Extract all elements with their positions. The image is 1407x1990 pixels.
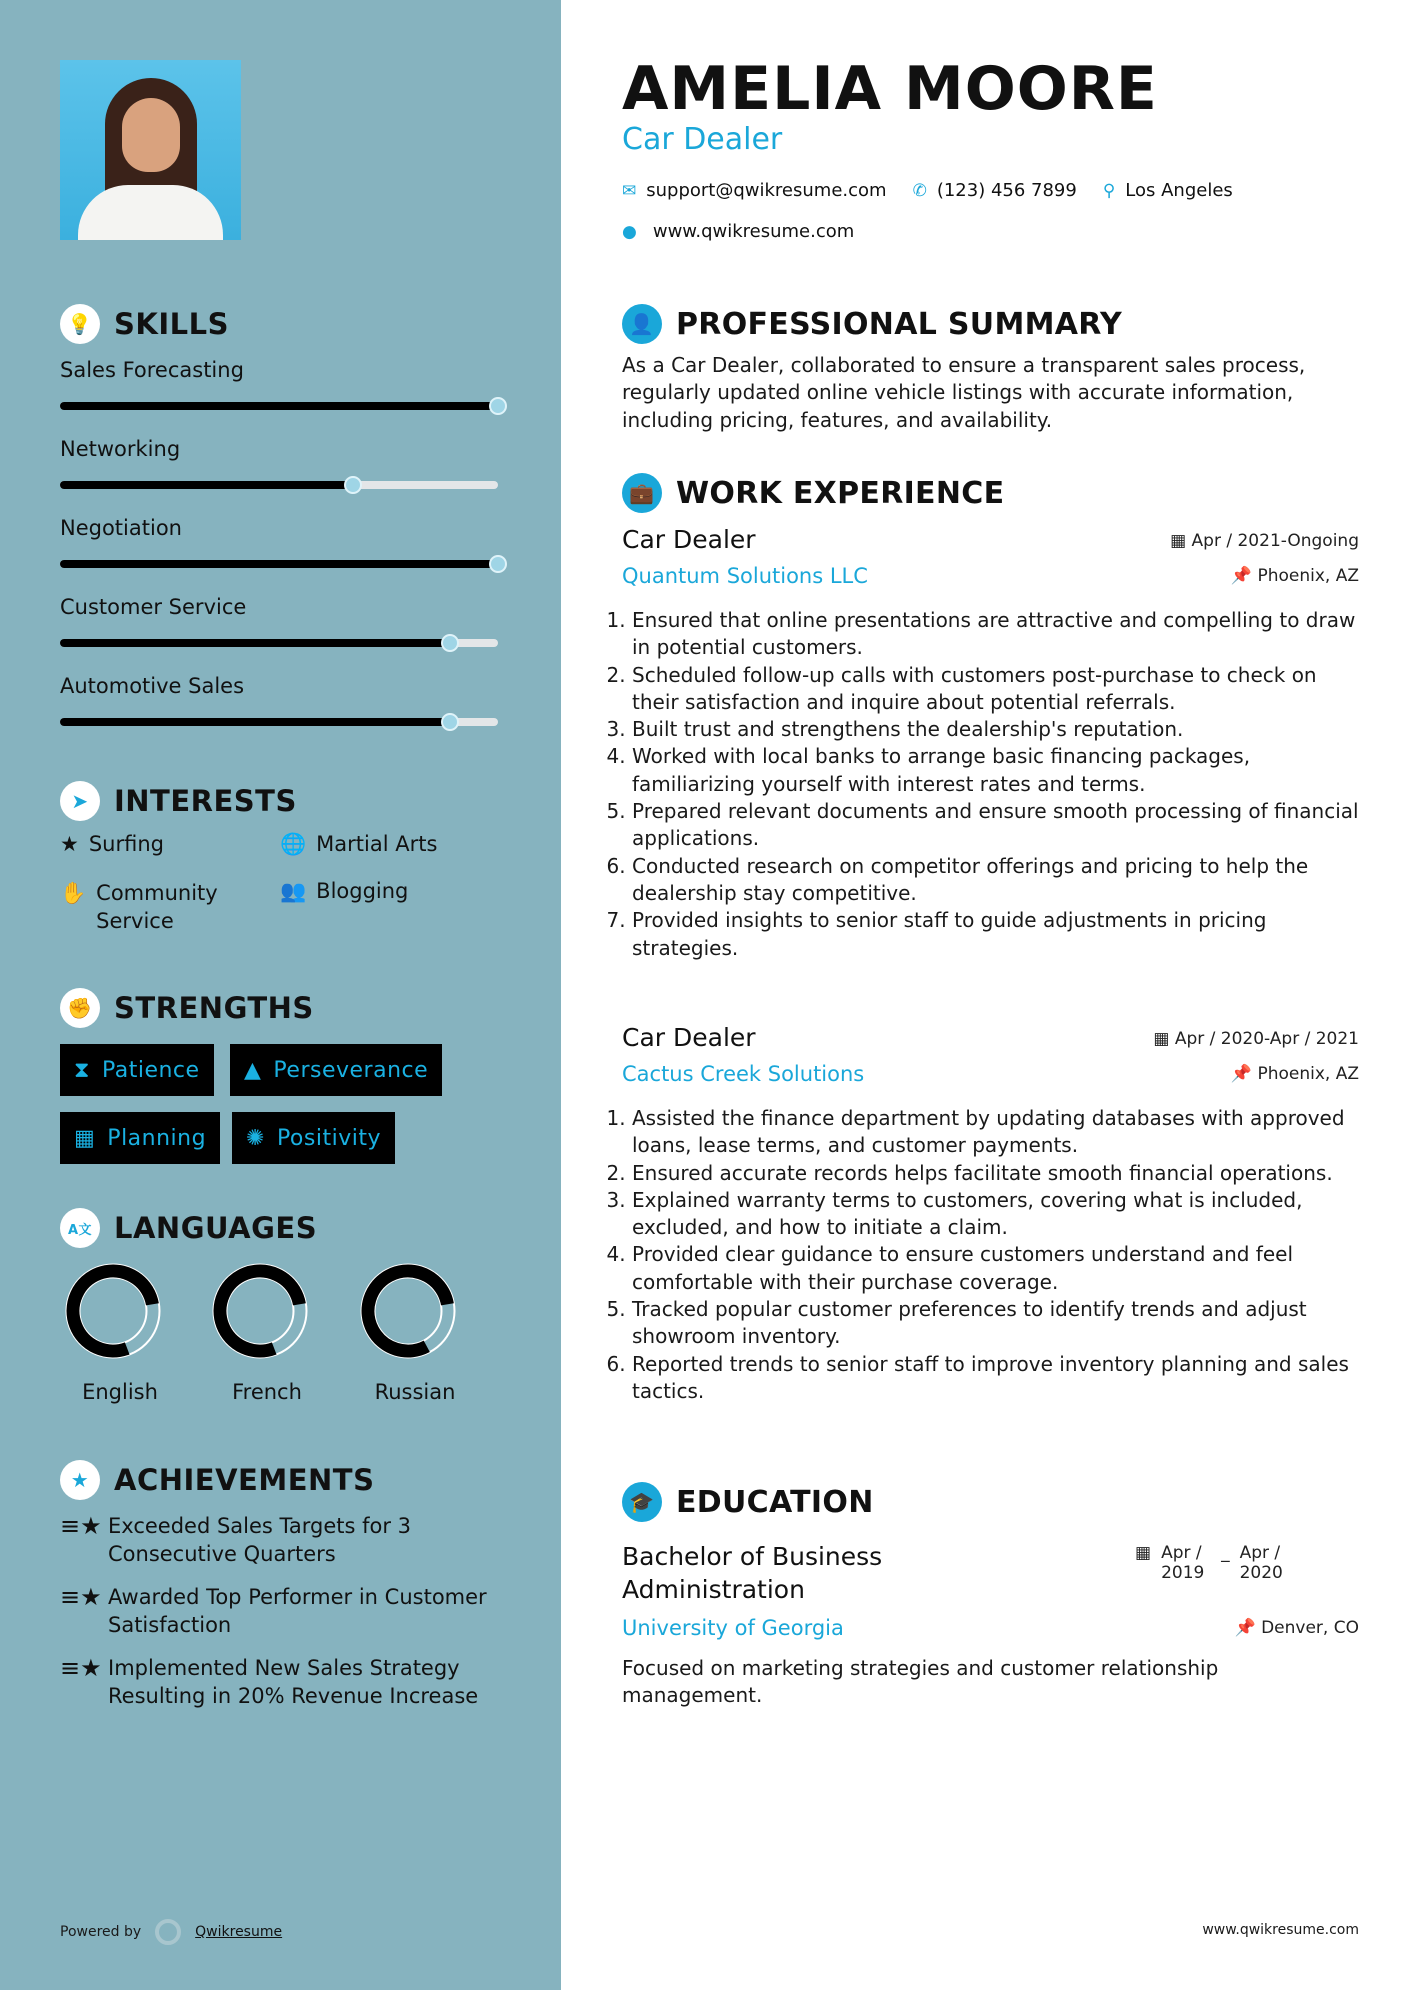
job-bullet: 5. Tracked popular customer preferences to identify trends and adjust showroom inventory. [632,1296,1363,1351]
achievements-heading [60,1460,374,1500]
profile-photo [60,60,241,240]
company: Cactus Creek Solutions [622,1062,865,1086]
job-bullets [614,1105,1363,1405]
skill-label: Customer Service [60,595,247,619]
job-date [1170,531,1359,551]
heading-text: WORK EXPERIENCE [676,475,1005,511]
star-icon: ★ [60,832,79,856]
job-bullet: 1. Assisted the finance department by updating databases with approved loans, lease terms, and customer payments. [632,1105,1363,1160]
job-bullet: 4. Worked with local banks to arrange basic financing packages, familiarizing yourself with interest rates and terms. [632,743,1363,798]
language-label: English [82,1380,158,1404]
email[interactable]: support@qwikresume.com [646,180,887,201]
sun-icon: ✺ [246,1125,265,1151]
location-text: Denver, CO [1261,1618,1359,1638]
qwikresume-logo-icon [155,1919,181,1945]
experience-heading [622,473,1359,513]
achievement-item [60,1654,500,1710]
heading-text: ACHIEVEMENTS [114,1463,375,1497]
strength-tag [60,1112,220,1164]
interest-label: Community Service [96,881,218,933]
interest-item [280,832,437,857]
interest-item [280,879,408,904]
skill-bar-fill [60,560,498,568]
star-badge-icon: ★ [60,1460,100,1500]
date-text: Apr / 2021-Ongoing [1191,531,1359,551]
calendar-icon: ▦ [1153,1029,1170,1049]
summary-text: As a Car Dealer, collaborated to ensure a transparent sales process, regularly updated online vehicle listings with accurate information, including pricing, features, and availability. [622,353,1306,432]
skill-label: Networking [60,437,181,461]
footer-website[interactable]: www.qwikresume.com [1202,1922,1359,1938]
skill-bar [60,481,498,489]
powered-by-text: Powered by [60,1924,142,1940]
job-bullet: 4. Provided clear guidance to ensure customers understand and feel comfortable with their purchase coverage. [632,1241,1363,1296]
skill-bar [60,560,498,568]
job-bullet: 6. Conducted research on competitor offerings and pricing to help the dealership stay competitive. [632,853,1363,908]
skill-bar-knob [441,713,459,731]
language-label: Russian [374,1380,456,1404]
achievement-item [60,1583,500,1639]
date-separator: _ [1221,1543,1230,1563]
heading-text: SKILLS [114,307,229,341]
hand-icon: ✋ [60,881,87,905]
star-icon: ≡★ [60,1654,102,1682]
achievement-text: Awarded Top Performer in Customer Satisfaction [108,1585,487,1637]
education-heading [622,1482,1359,1522]
phone-icon: ✆ [912,180,927,201]
strengths-heading [60,988,314,1028]
fist-icon: ✊ [60,988,100,1028]
globe-icon: ● [622,221,637,242]
contact-row [622,180,1359,201]
calendar-icon: ▦ [1170,531,1187,551]
school: University of Georgia [622,1616,844,1640]
job-bullet: 3. Built trust and strengthens the dealership's reputation. [632,716,1363,743]
briefcase-icon: 💼 [622,473,662,513]
job-title: Car Dealer [622,1023,756,1052]
hourglass-icon: ⧗ [74,1057,90,1083]
education-dates [1135,1543,1290,1583]
strength-label: Planning [107,1125,207,1151]
strength-label: Patience [101,1057,200,1083]
languages-heading [60,1208,317,1248]
language-donut [212,1263,308,1359]
job-bullets [614,607,1363,962]
job-bullet: 2. Ensured accurate records helps facilitate smooth financial operations. [632,1160,1363,1187]
date-text: Apr / 2020-Apr / 2021 [1174,1029,1359,1049]
skill-label: Sales Forecasting [60,358,244,382]
achievement-text: Exceeded Sales Targets for 3 Consecutive Quarters [108,1514,412,1566]
calendar-icon: ▦ [1135,1543,1152,1563]
globe-icon: 🌐 [280,832,307,856]
heading-text: LANGUAGES [114,1211,318,1245]
heading-text: EDUCATION [676,1484,874,1520]
heading-text: PROFESSIONAL SUMMARY [676,306,1123,342]
pin-icon: 📌 [1230,566,1253,586]
language-icon: A文 [60,1208,100,1248]
lightbulb-icon: 💡 [60,304,100,344]
education-location [1235,1618,1359,1638]
paper-plane-icon: ➤ [60,781,100,821]
company: Quantum Solutions LLC [622,564,868,588]
interests-heading [60,781,297,821]
interest-item [60,879,260,935]
users-icon: 👥 [280,879,307,903]
job-bullet: 5. Prepared relevant documents and ensure smooth processing of financial applications. [632,798,1363,853]
qwikresume-link[interactable]: Qwikresume [195,1924,283,1940]
language-label: French [232,1380,302,1404]
road-icon: ▲ [244,1057,262,1083]
job-title: Car Dealer [622,525,756,554]
language-donut [65,1263,161,1359]
skill-bar-fill [60,402,498,410]
interest-label: Blogging [316,879,409,903]
skill-label: Negotiation [60,516,182,540]
website-row [622,221,1359,242]
heading-text: INTERESTS [114,784,297,818]
skill-bar-fill [60,481,353,489]
pin-icon: 📌 [1234,1618,1256,1638]
website-link[interactable]: www.qwikresume.com [652,221,855,242]
strength-tag [230,1044,442,1096]
skill-bar-knob [489,397,507,415]
star-icon: ≡★ [60,1583,102,1611]
job-bullet: 2. Scheduled follow-up calls with customers post-purchase to check on their satisfaction and inquire about potential referrals. [632,662,1363,717]
job-bullet: 7. Provided insights to senior staff to guide adjustments in pricing strategies. [632,907,1363,962]
job-location [1231,1064,1359,1084]
interest-item [60,832,164,856]
degree: Bachelor of Business Administration [622,1542,883,1604]
skill-bar [60,718,498,726]
strength-label: Perseverance [273,1057,429,1083]
phone: (123) 456 7899 [936,180,1077,201]
skill-label: Automotive Sales [60,674,245,698]
skill-bar [60,639,498,647]
strength-label: Positivity [276,1125,381,1151]
location-text: Phoenix, AZ [1257,566,1359,586]
skill-bar-fill [60,639,450,647]
star-icon: ≡★ [60,1512,102,1540]
job-bullet: 3. Explained warranty terms to customers, covering what is included, excluded, and how to initiate a claim. [632,1187,1363,1242]
job-bullet: 1. Ensured that online presentations are attractive and compelling to draw in potential customers. [632,607,1363,662]
end-date: Apr / 2020 [1239,1543,1283,1583]
candidate-name: AMELIA MOORE [622,54,1158,124]
skills-heading [60,304,229,344]
start-date: Apr / 2019 [1161,1543,1205,1583]
calendar-icon: ▦ [74,1125,96,1151]
interest-label: Martial Arts [316,832,438,856]
skill-bar-fill [60,718,450,726]
job-location [1231,566,1359,586]
envelope-icon: ✉ [622,180,637,201]
job-bullet: 6. Reported trends to senior staff to improve inventory planning and sales tactics. [632,1351,1363,1406]
language-donut [360,1263,456,1359]
user-icon: 👤 [622,304,662,344]
location-text: Phoenix, AZ [1257,1064,1359,1084]
pin-icon: 📌 [1230,1064,1253,1084]
achievement-item [60,1512,500,1568]
skill-bar [60,402,498,410]
strength-tag [60,1044,214,1096]
interest-label: Surfing [88,832,164,856]
graduate-icon: 🎓 [622,1482,662,1522]
strength-tag [232,1112,395,1164]
job-date [1153,1029,1359,1049]
job-title: Car Dealer [622,122,783,157]
summary-heading [622,304,1359,344]
powered-by [60,1919,282,1945]
map-pin-icon: ⚲ [1102,180,1116,201]
education-text: Focused on marketing strategies and customer relationship management. [622,1656,1219,1708]
location: Los Angeles [1125,180,1233,201]
achievement-text: Implemented New Sales Strategy Resulting in 20% Revenue Increase [108,1656,479,1708]
heading-text: STRENGTHS [114,991,314,1025]
skill-bar-knob [489,555,507,573]
skill-bar-knob [441,634,459,652]
